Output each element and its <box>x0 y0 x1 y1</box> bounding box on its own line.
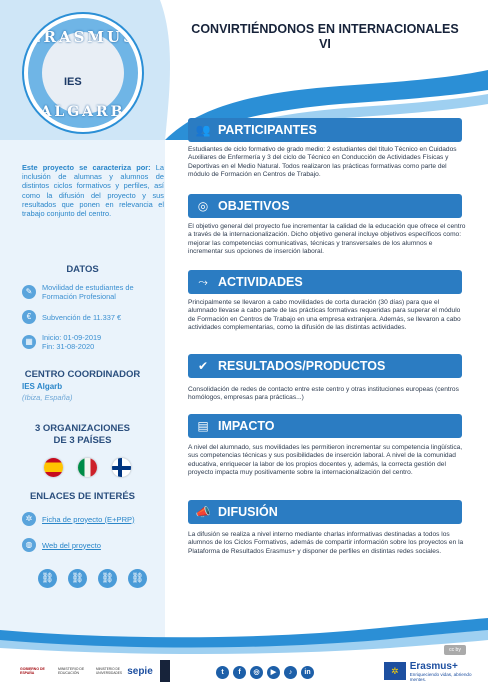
youtube-icon[interactable]: ▶ <box>267 666 280 679</box>
intro-body: La inclusión de alumnas y alumnos de distintos ciclos formativos y perfiles, así como la difusión del proyecto y sus resultados que ponen en relevancia el trabajo conjunto del centro. <box>22 163 165 219</box>
erasmus-tagline: Enriqueciendo vidas, abriendo mentes. <box>409 671 472 682</box>
section-title: OBJETIVOS <box>218 199 290 213</box>
ministry2-label: MINISTERIO DE UNIVERSIDADES <box>96 667 123 675</box>
finland-flag-icon <box>112 458 131 477</box>
people-icon: 👥 <box>195 123 211 137</box>
school-logo <box>24 14 142 132</box>
chain-links <box>38 569 147 588</box>
section-objetivos-text: El objetivo general del proyecto fue incrementar la calidad de la educación que ofrece el centro a través de la internacionalización. Dicho objetivo general incluye objetivos específicos como: mejorar las competencias comunicativas, técnicas y transversales de los alumnos e incrementar sus opciones de inserción laboral. <box>188 223 466 256</box>
link-project-sheet[interactable] <box>22 512 135 526</box>
logo-bottom-text: ALGARB <box>40 104 126 120</box>
title-line-1: CONVIRTIÉNDONOS EN INTERNACIONALES <box>191 22 459 36</box>
spain-flag-icon <box>44 458 63 477</box>
globe-icon: ◍ <box>22 538 36 552</box>
section-difusion-header <box>188 500 462 524</box>
erasmus-text <box>410 661 476 682</box>
section-title: RESULTADOS/PRODUCTOS <box>218 359 386 373</box>
organizations-heading-line-1: 3 ORGANIZACIONES <box>34 423 130 434</box>
datos-dates <box>42 333 101 351</box>
erasmus-plus-logo <box>384 659 476 683</box>
eu-stars-icon: ✲ <box>22 512 36 526</box>
coordinator-heading: CENTRO COORDINADOR <box>24 369 141 380</box>
sepie-logo <box>124 660 156 682</box>
route-icon: ⤳ <box>198 274 208 289</box>
datos-item-text: Subvención de 11.337 € <box>42 312 122 322</box>
datos-heading: DATOS <box>66 264 99 275</box>
section-participantes-text: Estudiantes de ciclo formativo de grado medio: 2 estudiantes del título Técnico en Cuidados Auxiliares de Enfermería y 3 del ciclo de Técnico en Conducción de Actividades Físicas y Deportivas en el Medio Natural. Todos realizaron las prácticas formativas como parte del módulo de Formación en Centros de Trabajo. <box>188 146 457 179</box>
title-line-2: VI <box>319 37 331 51</box>
section-resultados-header <box>188 354 462 378</box>
section-actividades-text: Principalmente se llevaron a cabo movilidades de corta duración (30 días) para que el alumnado llevase a cabo parte de las prácticas formativas requeridas para superar el módulo de Formación en Centros de Trabajo en una empresa extranjera. Además, se llevaron a cabo actividades complementarias, como la difusión de las distintas actividades. <box>188 299 461 332</box>
links-heading: ENLACES DE INTERÉS <box>29 491 136 502</box>
end-date: Fin: 31-08-2020 <box>42 342 95 351</box>
chain-link-icon[interactable]: ⛓ <box>38 569 57 588</box>
section-impacto-header <box>188 414 462 438</box>
datos-item-subvencion <box>22 310 121 324</box>
page-title <box>175 22 475 52</box>
italy-flag-icon <box>78 458 97 477</box>
spain-government-logo <box>20 660 56 682</box>
project-intro <box>22 163 164 218</box>
presentation-icon: ▤ <box>197 419 209 433</box>
logo-ies-text: IES <box>64 76 82 88</box>
chain-link-icon[interactable]: ⛓ <box>98 569 117 588</box>
twitter-icon[interactable]: t <box>216 666 229 679</box>
coordinator-location: (Ibiza, España) <box>22 393 73 402</box>
pencil-icon: ✎ <box>22 285 36 299</box>
section-resultados-text: Consolidación de redes de contacto entre este centro y otras instituciones europeas (centros homólogos, empresas para prácticas...) <box>188 386 459 402</box>
instagram-icon[interactable]: ◎ <box>250 666 263 679</box>
section-participantes-header <box>188 118 462 142</box>
linkedin-icon[interactable]: in <box>301 666 314 679</box>
country-flags <box>44 458 131 477</box>
megaphone-icon: 📣 <box>195 505 211 519</box>
section-title: IMPACTO <box>218 419 275 433</box>
eu-flag-icon: ✲ <box>384 662 406 680</box>
social-icons <box>216 666 314 679</box>
chain-link-icon[interactable]: ⛓ <box>128 569 147 588</box>
license-badge: cc by <box>444 645 466 655</box>
ministry-logo <box>58 660 94 682</box>
section-title: PARTICIPANTES <box>218 123 317 137</box>
ministry-label: MINISTERIO DE EDUCACIÓN <box>58 667 85 675</box>
sepie-label: sepie <box>127 665 153 677</box>
ministry-universities-logo <box>96 660 124 682</box>
section-title: ACTIVIDADES <box>218 275 303 289</box>
link-project-web[interactable] <box>22 538 101 552</box>
section-title: DIFUSIÓN <box>218 505 278 519</box>
calendar-icon: ▦ <box>22 335 36 349</box>
datos-item-text: Movilidad de estudiantes de Formación Profesional <box>42 283 134 301</box>
project-web-link[interactable]: Web del proyecto <box>42 540 101 550</box>
target-icon: ◎ <box>197 199 209 213</box>
section-impacto-text: A nivel del alumnado, sus movilidades les permitieron incrementar su competencia lingüística, sus competencias técnicas y sus posibilidades de inserción laboral. A nivel de la comunidad educativa, enriquecer la labor de los propios docentes y, además, la correcta gestión del proyecto impacta muy positivamente sobre la internacionalización del centro. <box>188 444 463 477</box>
datos-item-fechas <box>22 333 101 351</box>
gov-label: GOBIERNO DE ESPAÑA <box>20 667 45 675</box>
start-date: Inicio: 01-09-2019 <box>42 333 102 342</box>
euro-icon: € <box>22 310 36 324</box>
intro-lead: Este proyecto se caracteriza por: <box>22 163 151 172</box>
chain-link-icon[interactable]: ⛓ <box>68 569 87 588</box>
secondary-logo <box>160 660 170 682</box>
organizations-heading-line-2: DE 3 PAÍSES <box>53 435 112 446</box>
section-objetivos-header <box>188 194 462 218</box>
check-icon: ✔ <box>197 359 209 373</box>
section-difusion-text: La difusión se realiza a nivel interno mediante charlas informativas destinadas a todos los alumnos de los Ciclos Formativos, además de compartir información sobre los proyectos en la Plataforma de Resultados Erasmus+ y disponer de perfiles en distintas redes sociales. <box>188 531 464 555</box>
facebook-icon[interactable]: f <box>233 666 246 679</box>
logo-top-text: ERASMUS <box>29 28 137 46</box>
erasmus-title: Erasmus+ <box>409 660 458 672</box>
project-sheet-link[interactable]: Ficha de proyecto (E+PRP) <box>42 514 135 524</box>
section-actividades-header <box>188 270 462 294</box>
datos-item-movilidad <box>22 283 162 301</box>
tiktok-icon[interactable]: ♪ <box>284 666 297 679</box>
coordinator-name: IES Algarb <box>22 382 63 391</box>
